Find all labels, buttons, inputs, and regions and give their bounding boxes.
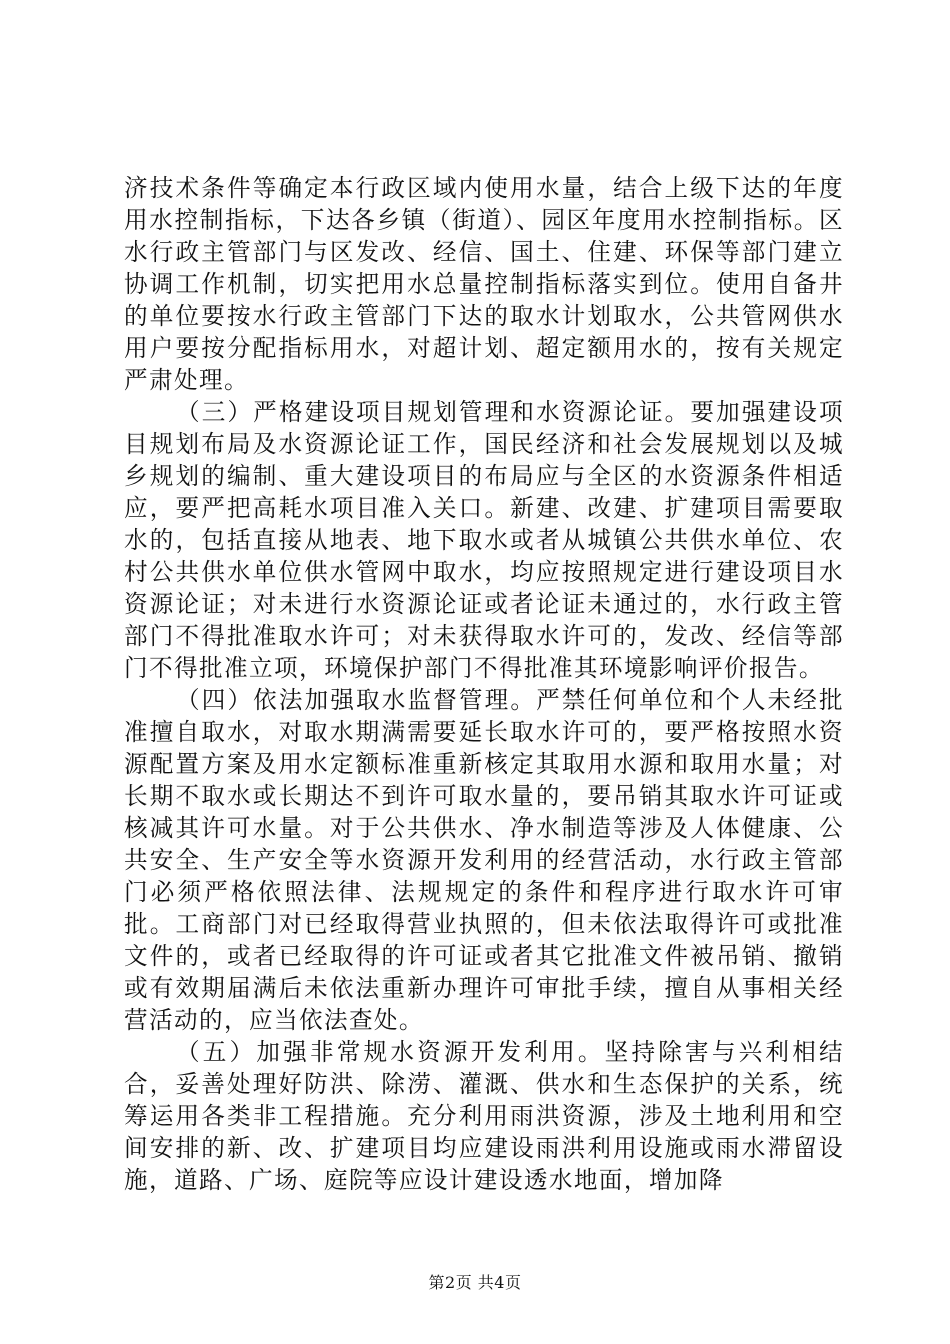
paragraph-continuation: 济技术条件等确定本行政区域内使用水量，结合上级下达的年度用水控制指标，下达各乡镇（街道）、园区年度用水控制指标。区水行政主管部门与区发改、经信、国土、住建、环保等部门建立协调工作机制，切实把用水总量控制指标落实到位。使用自备井的单位要按水行政主管部门下达的取水计划取水，公共管网供水用户要按分配指标用水，对超计划、超定额用水的，按有关规定严肃处理。 [124,174,844,394]
paragraph-section-4: （四）依法加强取水监督管理。严禁任何单位和个人未经批准擅自取水，对取水期满需要延长取水许可的，要严格按照水资源配置方案及用水定额标准重新核定其取用水源和取用水量；对长期不取水或长期达不到许可取水量的，要吊销其取水许可证或核减其许可水量。对于公共供水、净水制造等涉及人体健康、公共安全、生产安全等水资源开发利用的经营活动，水行政主管部门必须严格依照法律、法规规定的条件和程序进行取水许可审批。工商部门对已经取得营业执照的，但未依法取得许可或批准文件的，或者已经取得的许可证或者其它批准文件被吊销、撤销或有效期届满后未依法重新办理许可审批手续，擅自从事相关经营活动的，应当依法查处。 [124,686,844,1034]
document-body [124,172,844,1196]
paragraph-section-5: （五）加强非常规水资源开发利用。坚持除害与兴利相结合，妥善处理好防洪、除涝、灌溉、供水和生态保护的关系，统筹运用各类非工程措施。充分利用雨洪资源，涉及土地利用和空间安排的新、改、扩建项目均应建设雨洪利用设施或雨水滞留设施，道路、广场、庭院等应设计建设透水地面，增加降 [124,1038,844,1194]
paragraph-section-3: （三）严格建设项目规划管理和水资源论证。要加强建设项目规划布局及水资源论证工作，国民经济和社会发展规划以及城乡规划的编制、重大建设项目的布局应与全区的水资源条件相适应，要严把高耗水项目准入关口。新建、改建、扩建项目需要取水的，包括直接从地表、地下取水或者从城镇公共供水单位、农村公共供水单位供水管网中取水，均应按照规定进行建设项目水资源论证；对未进行水资源论证或者论证未通过的，水行政主管部门不得批准取水许可；对未获得取水许可的，发改、经信等部门不得批准立项，环境保护部门不得批准其环境影响评价报告。 [124,398,844,682]
page-number-footer: 第2页 共4页 [428,1273,522,1292]
